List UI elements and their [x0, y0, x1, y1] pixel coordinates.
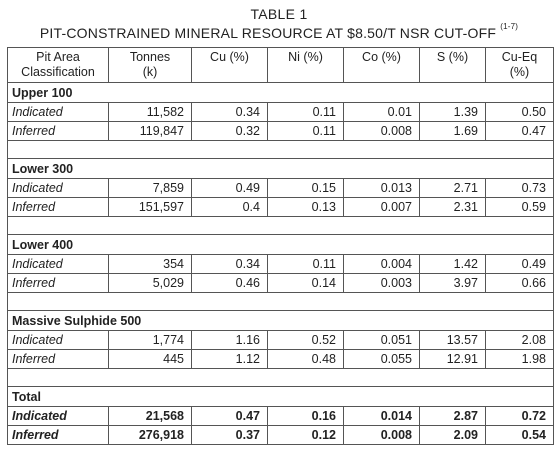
- spacer-cell: [192, 369, 268, 387]
- s-cell: 2.31: [420, 198, 486, 217]
- spacer-cell: [192, 217, 268, 235]
- spacer-cell: [420, 293, 486, 311]
- column-header: Cu (%): [192, 48, 268, 83]
- classification-cell: Inferred: [8, 426, 109, 445]
- cueq-cell: 0.54: [486, 426, 554, 445]
- co-cell: 0.008: [344, 426, 420, 445]
- column-header: Ni (%): [268, 48, 344, 83]
- cueq-cell: 0.59: [486, 198, 554, 217]
- spacer-cell: [344, 217, 420, 235]
- s-cell: 2.87: [420, 407, 486, 426]
- classification-cell: Indicated: [8, 255, 109, 274]
- spacer-cell: [420, 217, 486, 235]
- cueq-cell: 0.72: [486, 407, 554, 426]
- spacer-row: [8, 293, 554, 311]
- table-row: [8, 103, 554, 122]
- ni-cell: 0.14: [268, 274, 344, 293]
- table-row: [8, 122, 554, 141]
- s-cell: 13.57: [420, 331, 486, 350]
- spacer-cell: [344, 369, 420, 387]
- cueq-cell: 0.73: [486, 179, 554, 198]
- spacer-cell: [268, 217, 344, 235]
- co-cell: 0.007: [344, 198, 420, 217]
- column-header: Co (%): [344, 48, 420, 83]
- table-body: [8, 83, 554, 445]
- ni-cell: 0.52: [268, 331, 344, 350]
- spacer-cell: [268, 293, 344, 311]
- table-row: [8, 255, 554, 274]
- cu-cell: 0.49: [192, 179, 268, 198]
- group-name: Upper 100: [8, 83, 554, 103]
- co-cell: 0.003: [344, 274, 420, 293]
- cu-cell: 0.32: [192, 122, 268, 141]
- ni-cell: 0.13: [268, 198, 344, 217]
- cueq-cell: 0.66: [486, 274, 554, 293]
- ni-cell: 0.11: [268, 103, 344, 122]
- table-row: [8, 426, 554, 445]
- classification-cell: Inferred: [8, 350, 109, 369]
- spacer-cell: [344, 141, 420, 159]
- column-header: S (%): [420, 48, 486, 83]
- spacer-cell: [109, 141, 192, 159]
- group-row: [8, 311, 554, 331]
- table-row: [8, 274, 554, 293]
- spacer-cell: [109, 217, 192, 235]
- ni-cell: 0.11: [268, 255, 344, 274]
- table-row: [8, 179, 554, 198]
- spacer-cell: [420, 141, 486, 159]
- cu-cell: 0.34: [192, 103, 268, 122]
- tonnes-cell: 354: [109, 255, 192, 274]
- spacer-cell: [192, 141, 268, 159]
- group-row: [8, 83, 554, 103]
- classification-cell: Indicated: [8, 179, 109, 198]
- group-name: Lower 400: [8, 235, 554, 255]
- spacer-cell: [486, 369, 554, 387]
- spacer-row: [8, 369, 554, 387]
- ni-cell: 0.15: [268, 179, 344, 198]
- group-name: Total: [8, 387, 554, 407]
- tonnes-cell: 119,847: [109, 122, 192, 141]
- cu-cell: 0.46: [192, 274, 268, 293]
- co-cell: 0.01: [344, 103, 420, 122]
- tonnes-cell: 151,597: [109, 198, 192, 217]
- tonnes-cell: 276,918: [109, 426, 192, 445]
- spacer-cell: [344, 293, 420, 311]
- spacer-cell: [268, 141, 344, 159]
- cu-cell: 0.4: [192, 198, 268, 217]
- column-header: Tonnes (k): [109, 48, 192, 83]
- spacer-cell: [486, 141, 554, 159]
- group-name: Massive Sulphide 500: [8, 311, 554, 331]
- table-row: [8, 331, 554, 350]
- spacer-cell: [486, 293, 554, 311]
- spacer-cell: [486, 217, 554, 235]
- tonnes-cell: 7,859: [109, 179, 192, 198]
- group-row: [8, 387, 554, 407]
- spacer-cell: [192, 293, 268, 311]
- resource-table: [7, 47, 554, 445]
- co-cell: 0.013: [344, 179, 420, 198]
- co-cell: 0.055: [344, 350, 420, 369]
- cu-cell: 0.34: [192, 255, 268, 274]
- s-cell: 2.71: [420, 179, 486, 198]
- spacer-cell: [8, 293, 109, 311]
- ni-cell: 0.11: [268, 122, 344, 141]
- subtitle-text: PIT-CONSTRAINED MINERAL RESOURCE AT $8.50/T NSR CUT-OFF: [39, 25, 497, 41]
- table-row: [8, 198, 554, 217]
- tonnes-cell: 11,582: [109, 103, 192, 122]
- classification-cell: Inferred: [8, 122, 109, 141]
- s-cell: 1.42: [420, 255, 486, 274]
- column-header: Pit Area Classification: [8, 48, 109, 83]
- spacer-cell: [109, 369, 192, 387]
- cueq-cell: 2.08: [486, 331, 554, 350]
- s-cell: 2.09: [420, 426, 486, 445]
- classification-cell: Indicated: [8, 331, 109, 350]
- spacer-cell: [8, 141, 109, 159]
- tonnes-cell: 445: [109, 350, 192, 369]
- spacer-row: [8, 217, 554, 235]
- tonnes-cell: 1,774: [109, 331, 192, 350]
- cu-cell: 1.12: [192, 350, 268, 369]
- co-cell: 0.004: [344, 255, 420, 274]
- s-cell: 3.97: [420, 274, 486, 293]
- classification-cell: Inferred: [8, 198, 109, 217]
- spacer-cell: [8, 217, 109, 235]
- spacer-cell: [8, 369, 109, 387]
- ni-cell: 0.48: [268, 350, 344, 369]
- group-row: [8, 235, 554, 255]
- header-row: [8, 48, 554, 83]
- co-cell: 0.014: [344, 407, 420, 426]
- subtitle-footnote: (1-7): [500, 22, 519, 32]
- cu-cell: 0.37: [192, 426, 268, 445]
- cu-cell: 0.47: [192, 407, 268, 426]
- table-subtitle: [0, 22, 558, 41]
- cueq-cell: 1.98: [486, 350, 554, 369]
- co-cell: 0.051: [344, 331, 420, 350]
- cueq-cell: 0.47: [486, 122, 554, 141]
- spacer-row: [8, 141, 554, 159]
- spacer-cell: [420, 369, 486, 387]
- tonnes-cell: 5,029: [109, 274, 192, 293]
- co-cell: 0.008: [344, 122, 420, 141]
- ni-cell: 0.16: [268, 407, 344, 426]
- cu-cell: 1.16: [192, 331, 268, 350]
- spacer-cell: [268, 369, 344, 387]
- table-row: [8, 350, 554, 369]
- classification-cell: Inferred: [8, 274, 109, 293]
- tonnes-cell: 21,568: [109, 407, 192, 426]
- s-cell: 1.39: [420, 103, 486, 122]
- classification-cell: Indicated: [8, 407, 109, 426]
- ni-cell: 0.12: [268, 426, 344, 445]
- cueq-cell: 0.49: [486, 255, 554, 274]
- spacer-cell: [109, 293, 192, 311]
- table-row: [8, 407, 554, 426]
- column-header: Cu-Eq (%): [486, 48, 554, 83]
- table-title: TABLE 1: [250, 6, 308, 22]
- classification-cell: Indicated: [8, 103, 109, 122]
- group-row: [8, 159, 554, 179]
- cueq-cell: 0.50: [486, 103, 554, 122]
- group-name: Lower 300: [8, 159, 554, 179]
- s-cell: 12.91: [420, 350, 486, 369]
- s-cell: 1.69: [420, 122, 486, 141]
